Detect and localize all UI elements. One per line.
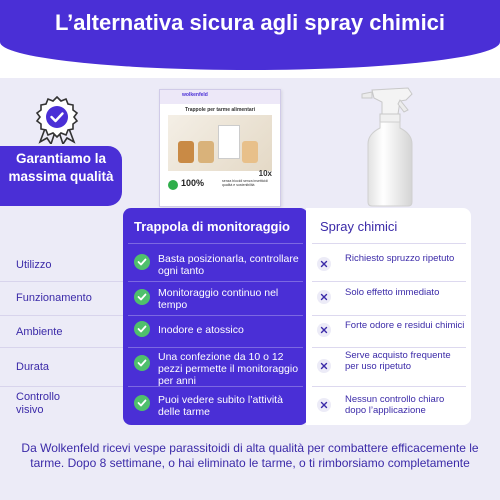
spray-column-header: Spray chimici bbox=[320, 219, 398, 234]
spray-cell: Nessun controllo chiaro dopo l’applicazione bbox=[345, 394, 445, 416]
product-package-image bbox=[159, 89, 281, 207]
row-label: Utilizzo bbox=[16, 259, 52, 271]
cross-icon bbox=[317, 398, 331, 412]
spray-column-card bbox=[306, 208, 471, 425]
row-label: Durata bbox=[16, 361, 50, 373]
divider bbox=[128, 347, 303, 348]
trap-cell: Inodore e atossico bbox=[158, 324, 244, 336]
package-fine-print: senza biocidi senza insetticidi qualità e sostenibilità bbox=[222, 179, 268, 187]
trap-cell: Basta posizionarla, controllare ogni tanto bbox=[158, 253, 299, 277]
divider bbox=[0, 386, 123, 387]
leaf-icon bbox=[168, 180, 178, 190]
trap-column-card bbox=[123, 208, 308, 425]
package-percent: 100% bbox=[181, 178, 205, 188]
divider bbox=[128, 315, 303, 316]
package-brand: wolkenfeld bbox=[182, 92, 208, 98]
divider bbox=[312, 243, 466, 244]
quality-rosette-icon bbox=[34, 96, 80, 144]
trap-card-icon bbox=[218, 125, 240, 159]
divider bbox=[312, 315, 466, 316]
divider bbox=[312, 347, 466, 348]
cross-icon bbox=[317, 323, 331, 337]
quality-guarantee-label: Garantiamo la massima qualità bbox=[0, 146, 122, 206]
divider bbox=[128, 281, 303, 282]
package-subtitle: Trappole per tarme alimentari bbox=[184, 107, 256, 113]
spray-cell: Solo effetto immediato bbox=[345, 287, 440, 298]
check-icon bbox=[134, 289, 150, 305]
cross-icon bbox=[317, 359, 331, 373]
package-photo bbox=[168, 115, 272, 171]
check-icon bbox=[134, 254, 150, 270]
spray-bottle-image bbox=[356, 84, 436, 208]
divider bbox=[128, 243, 303, 244]
spray-cell: Forte odore e residui chimici bbox=[345, 320, 465, 331]
footer-guarantee-text: Da Wolkenfeld ricevi vespe parassitoidi di alta qualità per combattere efficacemente le tarme. Dopo 8 settimane, o hai eliminato le tarme, o ti rimborsiamo completamente bbox=[21, 441, 479, 470]
check-icon bbox=[134, 355, 150, 371]
page-title: L’alternativa sicura agli spray chimici bbox=[54, 10, 446, 35]
trap-cell: Monitoraggio continuo nel tempo bbox=[158, 287, 279, 311]
divider bbox=[0, 347, 123, 348]
divider bbox=[312, 386, 466, 387]
row-label: Controllo visivo bbox=[16, 391, 61, 416]
check-icon bbox=[134, 395, 150, 411]
jar-icon bbox=[198, 141, 214, 163]
divider bbox=[312, 281, 466, 282]
jar-icon bbox=[242, 141, 258, 163]
package-top-band bbox=[160, 90, 280, 104]
package-count: 10x bbox=[258, 169, 272, 178]
divider bbox=[0, 281, 123, 282]
row-label: Funzionamento bbox=[16, 292, 92, 304]
row-label: Ambiente bbox=[16, 326, 63, 338]
trap-cell: Una confezione da 10 o 12 pezzi permette il monitoraggio per anni bbox=[158, 351, 299, 387]
cross-icon bbox=[317, 290, 331, 304]
check-icon bbox=[134, 321, 150, 337]
trap-column-header: Trappola di monitoraggio bbox=[134, 219, 290, 234]
spray-cell: Serve acquisto frequente per uso ripetuto bbox=[345, 350, 451, 372]
cross-icon bbox=[317, 257, 331, 271]
spray-cell: Richiesto spruzzo ripetuto bbox=[345, 253, 455, 264]
jar-icon bbox=[178, 141, 194, 163]
trap-cell: Puoi vedere subito l’attività delle tarme bbox=[158, 394, 283, 418]
divider bbox=[0, 315, 123, 316]
